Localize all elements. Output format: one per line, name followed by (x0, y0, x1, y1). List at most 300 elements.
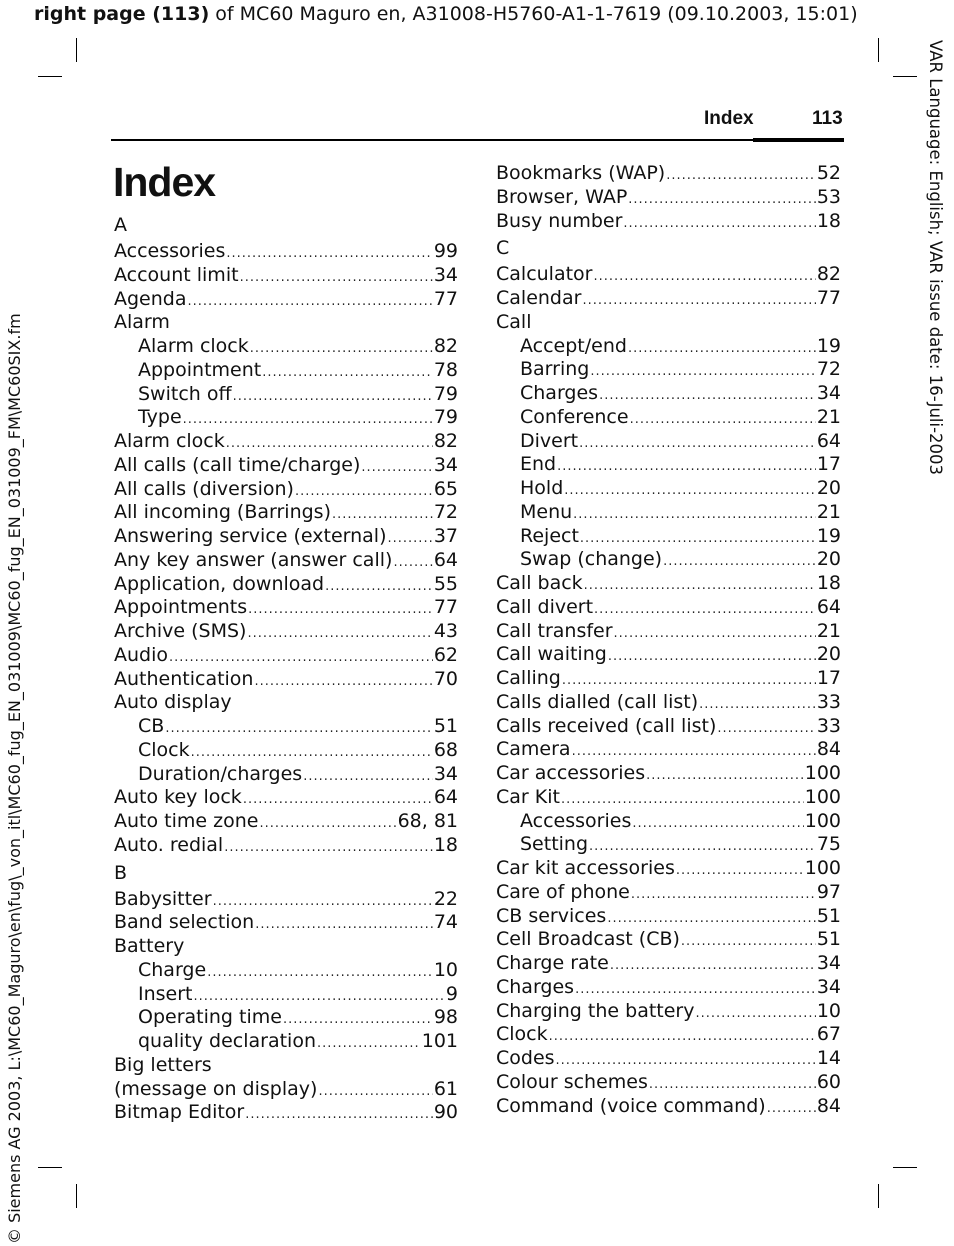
dot-leader (169, 646, 433, 670)
dot-leader (695, 1002, 815, 1026)
index-term: Any key answer (answer call) (114, 548, 393, 571)
index-letter-heading: C (496, 237, 510, 260)
index-entry (114, 786, 458, 810)
index-page-ref: 51 (816, 928, 841, 951)
index-entry (496, 928, 841, 952)
index-heading-entry (114, 935, 458, 959)
index-page-ref: 99 (433, 240, 458, 262)
index-term: Calculator (496, 263, 593, 286)
index-entry (496, 596, 841, 620)
index-page-ref: 68 (433, 738, 458, 761)
index-subentry (114, 359, 458, 383)
dot-leader (556, 1049, 816, 1073)
index-entry (496, 952, 841, 976)
index-term: End (520, 453, 557, 476)
dot-leader (572, 740, 816, 764)
index-term: Divert (520, 429, 579, 452)
dot-leader (584, 574, 816, 598)
index-entry (114, 525, 458, 549)
dot-leader (681, 930, 816, 954)
index-page-ref: 17 (816, 453, 841, 476)
index-term: Account limit (114, 263, 239, 286)
index-subentry (114, 1030, 458, 1054)
index-term: Auto. redial (114, 833, 224, 856)
index-page-ref: 100 (804, 785, 841, 808)
index-subentry (114, 406, 458, 430)
index-entry (496, 762, 841, 786)
dot-leader (614, 622, 816, 646)
index-term: Call (496, 310, 532, 333)
index-page-ref: 34 (816, 975, 841, 998)
index-entry (114, 549, 458, 573)
dot-leader (632, 812, 803, 836)
index-subentry (496, 525, 841, 549)
index-term: Barring (520, 358, 590, 381)
index-entry (496, 857, 841, 881)
index-term: Calling (496, 667, 561, 689)
index-entry (496, 786, 841, 810)
dot-leader (213, 890, 433, 914)
index-entry (114, 501, 458, 525)
index-letter-heading: B (114, 861, 128, 884)
dot-leader (557, 455, 816, 479)
index-term: Care of phone (496, 880, 630, 903)
index-term: Auto time zone (114, 810, 259, 832)
index-entry (496, 1047, 841, 1071)
index-term: CB services (496, 904, 607, 927)
index-entry (496, 1071, 841, 1095)
index-entry (496, 976, 841, 1000)
dot-leader (599, 384, 816, 408)
index-page-ref: 68, 81 (397, 810, 458, 832)
dot-leader (628, 188, 816, 212)
index-entry (496, 905, 841, 929)
dot-leader (631, 883, 816, 907)
index-term: Hold (520, 477, 564, 499)
index-term: Charges (496, 975, 575, 998)
index-term: CB (138, 715, 165, 737)
index-entry (496, 1023, 841, 1047)
index-subentry (496, 406, 841, 430)
index-page-ref: 14 (816, 1047, 841, 1069)
index-term: Accessories (520, 809, 632, 832)
dot-leader (607, 907, 816, 931)
crop-mark-tl-h (38, 76, 62, 77)
dot-leader (593, 265, 815, 289)
index-term: Babysitter (114, 887, 212, 910)
index-subentry (114, 1006, 458, 1030)
index-column-left (114, 210, 458, 1125)
index-entry (496, 715, 841, 739)
index-term: Type (138, 406, 182, 429)
dot-leader (628, 337, 816, 361)
index-page-ref: 79 (433, 382, 458, 405)
dot-leader (590, 360, 815, 384)
index-entry (114, 596, 458, 620)
index-subentry (496, 430, 841, 454)
index-subentry (496, 548, 841, 572)
index-page-ref: 10 (433, 958, 458, 981)
index-entry (114, 288, 458, 312)
index-subentry (496, 833, 841, 857)
dot-leader (191, 741, 433, 765)
dot-leader (194, 985, 445, 1009)
index-entry (114, 834, 458, 858)
index-subentry (114, 739, 458, 763)
index-page-ref: 55 (433, 572, 458, 595)
index-page-ref: 78 (433, 358, 458, 381)
index-term: All calls (call time/charge) (114, 453, 361, 476)
crop-mark-tl-v (76, 38, 77, 62)
index-page-ref: 19 (816, 334, 841, 357)
dot-leader (318, 1080, 432, 1104)
index-entry (114, 573, 458, 597)
index-page-ref: 21 (816, 405, 841, 428)
index-page-ref: 64 (816, 429, 841, 452)
index-term: Call transfer (496, 619, 613, 642)
index-page-ref: 17 (816, 667, 841, 689)
index-page-ref: 82 (816, 263, 841, 286)
index-entry (114, 911, 458, 935)
crop-mark-tr-h (893, 76, 917, 77)
index-page-ref: 51 (816, 904, 841, 927)
crop-mark-bl-h (38, 1167, 62, 1168)
index-subentry (496, 453, 841, 477)
index-term: Switch off (138, 382, 232, 405)
index-term: Accessories (114, 240, 226, 262)
dot-leader (575, 978, 816, 1002)
index-term: Clock (496, 1023, 548, 1046)
index-page-ref: 79 (433, 406, 458, 429)
index-page-ref: 77 (433, 596, 458, 619)
index-term: All incoming (Barrings) (114, 501, 331, 524)
index-term: Call waiting (496, 643, 607, 666)
dot-leader (623, 212, 815, 236)
index-subentry (114, 715, 458, 739)
index-subentry (114, 335, 458, 359)
dot-leader (165, 717, 433, 741)
index-page-ref: 67 (816, 1023, 841, 1046)
dot-leader (183, 408, 433, 432)
index-term: Codes (496, 1047, 555, 1069)
index-entry (496, 738, 841, 762)
dot-leader (666, 164, 816, 188)
index-page-ref: 33 (816, 690, 841, 713)
index-page-ref: 52 (816, 162, 841, 184)
dot-leader (594, 598, 816, 622)
dot-leader (303, 765, 433, 789)
index-page-ref: 77 (433, 287, 458, 310)
index-term: Charge rate (496, 952, 609, 974)
index-page-ref: 21 (816, 500, 841, 523)
index-page-ref: 70 (433, 667, 458, 690)
dot-leader (259, 812, 396, 836)
dot-leader (564, 479, 816, 503)
dot-leader (240, 266, 433, 290)
dot-leader (262, 361, 433, 385)
index-page-ref: 9 (445, 982, 458, 1005)
index-page-ref: 34 (433, 453, 458, 476)
index-page-ref: 77 (816, 287, 841, 309)
header-rule (111, 139, 753, 141)
index-entry (496, 643, 841, 667)
dot-leader (361, 456, 432, 480)
index-page-ref: 97 (816, 880, 841, 903)
dot-leader (630, 408, 816, 432)
index-heading-entry (496, 311, 841, 335)
index-subentry (496, 477, 841, 501)
index-page-ref: 34 (433, 263, 458, 286)
dot-leader (224, 836, 433, 860)
index-entry (114, 668, 458, 692)
index-page-ref: 75 (816, 833, 841, 856)
index-term: All calls (diversion) (114, 477, 294, 500)
index-page-ref: 65 (433, 477, 458, 500)
index-page-ref: 98 (433, 1006, 458, 1029)
index-entry (496, 263, 841, 287)
index-term: Calls received (call list) (496, 714, 717, 737)
index-page-ref: 51 (433, 715, 458, 737)
index-page-ref: 18 (816, 209, 841, 232)
index-entry (496, 287, 841, 311)
index-term: quality declaration (138, 1030, 317, 1052)
page-title: Index (113, 159, 216, 205)
index-entry (496, 691, 841, 715)
index-page-ref: 37 (433, 525, 458, 547)
index-term: Agenda (114, 287, 187, 310)
dot-leader (767, 1097, 816, 1121)
dot-leader (699, 693, 816, 717)
index-entry (114, 620, 458, 644)
index-term: Authentication (114, 667, 254, 690)
index-page-ref: 20 (816, 643, 841, 666)
index-term: Alarm clock (114, 430, 225, 452)
index-page-ref: 84 (816, 1094, 841, 1117)
dot-leader (243, 788, 433, 812)
index-page-ref: 101 (421, 1030, 458, 1052)
index-letter-heading: A (114, 214, 127, 236)
index-page-ref: 43 (433, 620, 458, 642)
index-entry (496, 1000, 841, 1024)
print-job-line (34, 2, 914, 26)
index-term: Battery (114, 935, 185, 957)
index-term: Accept/end (520, 334, 627, 357)
dot-leader (332, 503, 433, 527)
index-page-ref: 20 (816, 477, 841, 499)
index-heading-entry (114, 311, 458, 335)
index-term: Alarm (114, 311, 170, 334)
dot-leader (610, 954, 816, 978)
index-term: Insert (138, 982, 193, 1005)
dot-leader (676, 859, 804, 883)
index-entry (114, 1101, 458, 1125)
dot-leader (388, 527, 433, 551)
index-page-ref: 64 (816, 595, 841, 618)
running-header-section: Index (704, 108, 754, 129)
index-subentry (114, 959, 458, 983)
dot-leader (663, 550, 816, 574)
dot-leader (589, 835, 816, 859)
index-entry (496, 186, 841, 210)
index-page-ref: 82 (433, 430, 458, 452)
index-heading-entry (114, 1054, 458, 1078)
index-term: Charge (138, 958, 207, 981)
index-page-ref: 74 (433, 911, 458, 934)
dot-leader (226, 432, 433, 456)
index-entry (496, 1095, 841, 1119)
index-entry (496, 881, 841, 905)
index-term: Auto key lock (114, 786, 242, 809)
crop-mark-bl-v (76, 1184, 77, 1208)
dot-leader (549, 1025, 816, 1049)
index-term: Car Kit (496, 785, 560, 808)
index-entry (114, 264, 458, 288)
index-entry (114, 644, 458, 668)
index-page-ref: 34 (816, 382, 841, 404)
index-term: Bookmarks (WAP) (496, 162, 666, 184)
dot-leader (255, 913, 433, 937)
index-entry (496, 162, 841, 186)
index-term: Reject (520, 524, 579, 547)
index-page-ref: 22 (433, 887, 458, 910)
index-term: Appointment (138, 358, 262, 381)
dot-leader (317, 1032, 421, 1056)
index-term: Command (voice command) (496, 1094, 766, 1117)
index-subentry (496, 358, 841, 382)
index-entry (114, 430, 458, 454)
index-term: Browser, WAP (496, 185, 628, 208)
index-subentry (496, 335, 841, 359)
index-page-ref: 53 (816, 185, 841, 208)
index-page-ref: 21 (816, 619, 841, 642)
dot-leader (649, 1073, 816, 1097)
index-term: Call back (496, 572, 583, 594)
dot-leader (608, 645, 816, 669)
index-term: Application, download (114, 572, 325, 595)
file-path-margin-text: © Siemens AG 2003, L:\MC60_Maguro\en\fug\_von_itl\MC60_fug_EN_031009\MC60_fug_EN_031009_FM\MC60SIX.fm (5, 313, 24, 1244)
index-term: Cell Broadcast (CB) (496, 928, 680, 951)
dot-leader (561, 788, 804, 812)
index-subentry (114, 383, 458, 407)
dot-leader (295, 480, 433, 504)
index-page-ref: 20 (816, 548, 841, 571)
index-entry (496, 620, 841, 644)
index-term: Charging the battery (496, 999, 695, 1022)
running-header-page-number: 113 (812, 108, 843, 129)
index-term: Alarm clock (138, 335, 249, 357)
index-entry (114, 240, 458, 264)
dot-leader (207, 961, 433, 985)
index-page-ref: 18 (433, 833, 458, 856)
crop-mark-br-v (878, 1184, 879, 1208)
index-entry (496, 572, 841, 596)
index-page-ref: 72 (433, 501, 458, 524)
print-job-details: of MC60 Maguro en, A31008-H5760-A1-1-7619 (09.10.2003, 15:01) (209, 3, 858, 25)
print-job-page: right page (113) (34, 3, 210, 25)
index-page-ref: 60 (816, 1070, 841, 1093)
index-term: Calendar (496, 287, 582, 309)
index-page-ref: 72 (816, 358, 841, 381)
index-term: Colour schemes (496, 1070, 648, 1093)
index-page-ref: 61 (433, 1077, 458, 1100)
index-column-right (496, 162, 841, 1118)
header-rule-thick (753, 138, 844, 142)
index-term: Busy number (496, 209, 623, 232)
dot-leader (582, 289, 815, 313)
index-entry (496, 210, 841, 234)
index-page-ref: 64 (433, 548, 458, 571)
index-term: Setting (520, 833, 589, 856)
dot-leader (250, 337, 433, 361)
dot-leader (283, 1008, 433, 1032)
index-term: Big letters (114, 1053, 212, 1076)
index-term: Audio (114, 643, 169, 666)
index-page-ref: 90 (433, 1101, 458, 1124)
index-term: Appointments (114, 596, 248, 619)
dot-leader (573, 503, 816, 527)
index-term: Car kit accessories (496, 857, 675, 879)
index-entry (114, 478, 458, 502)
index-page-ref: 100 (804, 809, 841, 832)
dot-leader (562, 669, 816, 693)
index-entry (114, 454, 458, 478)
crop-mark-tr-v (878, 38, 879, 62)
dot-leader (245, 1103, 433, 1127)
dot-leader (254, 670, 432, 694)
index-page-ref: 100 (804, 762, 841, 784)
dot-leader (226, 242, 432, 266)
dot-leader (233, 385, 433, 409)
index-term: Conference (520, 405, 629, 428)
index-page-ref: 82 (433, 335, 458, 357)
index-page-ref: 34 (816, 952, 841, 974)
index-page-ref: 18 (816, 572, 841, 594)
index-term: Camera (496, 738, 571, 761)
index-page-ref: 10 (816, 999, 841, 1022)
index-page-ref: 84 (816, 738, 841, 761)
index-term: Call divert (496, 595, 594, 618)
index-subentry (114, 983, 458, 1007)
index-page-ref: 19 (816, 524, 841, 547)
index-subentry (496, 382, 841, 406)
index-term: Car accessories (496, 762, 646, 784)
index-page-ref: 64 (433, 786, 458, 809)
dot-leader (580, 527, 816, 551)
index-page-ref: 62 (433, 643, 458, 666)
index-subentry (496, 501, 841, 525)
dot-leader (247, 622, 432, 646)
dot-leader (579, 432, 816, 456)
index-term: Calls dialled (call list) (496, 690, 699, 713)
index-term: Charges (520, 382, 599, 404)
index-heading-entry (114, 691, 458, 715)
dot-leader (248, 598, 433, 622)
index-page-ref: 100 (804, 857, 841, 879)
dot-leader (188, 290, 433, 314)
index-term: Answering service (external) (114, 525, 387, 547)
index-term: Swap (change) (520, 548, 663, 571)
index-term: Bitmap Editor (114, 1101, 245, 1124)
index-subentry (496, 810, 841, 834)
index-page-ref: 34 (433, 762, 458, 785)
index-term: Menu (520, 500, 573, 523)
index-term: Archive (SMS) (114, 620, 247, 642)
index-entry (496, 667, 841, 691)
index-term: (message on display) (114, 1077, 318, 1100)
index-entry (114, 1078, 458, 1102)
index-subentry (114, 763, 458, 787)
crop-mark-br-h (893, 1167, 917, 1168)
